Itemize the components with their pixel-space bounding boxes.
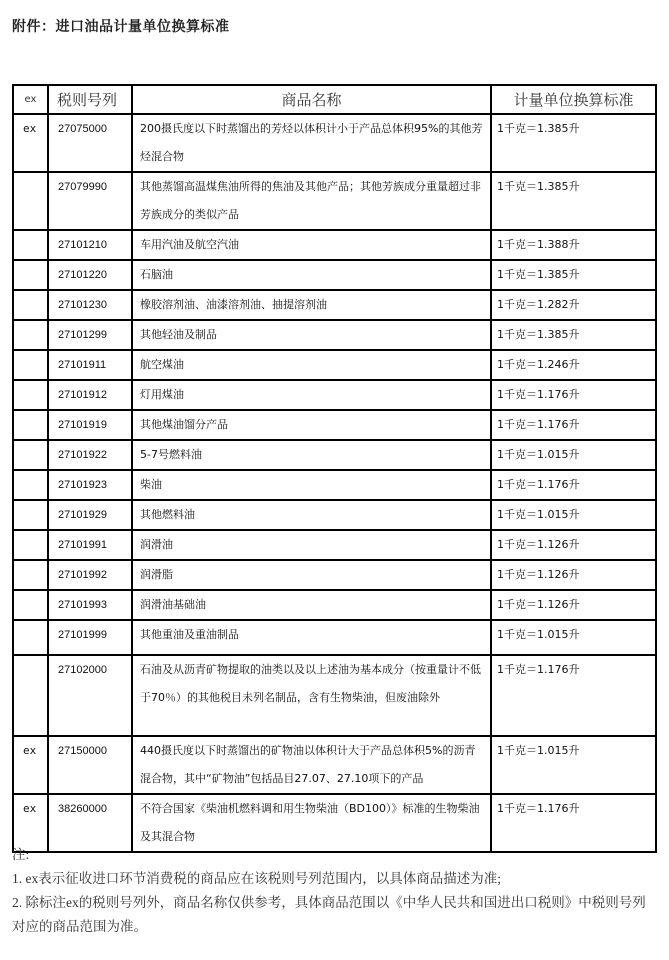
table-row	[13, 172, 656, 230]
cell-tariff-code: 27101912	[48, 380, 132, 410]
cell-product-name: 440摄氏度以下时蒸馏出的矿物油以体积计大于产品总体积5%的沥青混合物，其中“矿物油”包括品目27.07、27.10项下的产品	[132, 736, 491, 794]
cell-tariff-code: 27101911	[48, 350, 132, 380]
cell-product-name: 灯用煤油	[132, 380, 491, 410]
cell-ex	[13, 620, 48, 655]
cell-product-name: 石油及从沥青矿物提取的油类以及以上述油为基本成分（按重量计不低于70％）的其他税目未列名制品，含有生物柴油，但废油除外	[132, 655, 491, 736]
table-row	[13, 440, 656, 470]
cell-product-name: 其他蒸馏高温煤焦油所得的焦油及其他产品；其他芳族成分重量超过非芳族成分的类似产品	[132, 172, 491, 230]
cell-conversion-standard: 1千克＝1.385升	[491, 114, 656, 172]
header-ex: ex	[13, 85, 48, 114]
table-row	[13, 655, 656, 736]
document-title: 附件：进口油品计量单位换算标准	[12, 19, 230, 35]
cell-tariff-code: 27101991	[48, 530, 132, 560]
cell-ex	[13, 172, 48, 230]
cell-conversion-standard: 1千克＝1.015升	[491, 440, 656, 470]
cell-product-name: 其他燃料油	[132, 500, 491, 530]
cell-ex	[13, 410, 48, 440]
cell-conversion-standard: 1千克＝1.176升	[491, 410, 656, 440]
cell-conversion-standard: 1千克＝1.176升	[491, 655, 656, 736]
cell-tariff-code: 27101993	[48, 590, 132, 620]
table-row	[13, 380, 656, 410]
cell-ex	[13, 590, 48, 620]
cell-conversion-standard: 1千克＝1.388升	[491, 230, 656, 260]
header-product-name: 商品名称	[132, 85, 491, 114]
table-row	[13, 590, 656, 620]
cell-product-name: 石脑油	[132, 260, 491, 290]
table-row	[13, 470, 656, 500]
cell-ex	[13, 380, 48, 410]
cell-product-name: 其他重油及重油制品	[132, 620, 491, 655]
table-row	[13, 620, 656, 655]
cell-conversion-standard: 1千克＝1.176升	[491, 794, 656, 852]
cell-ex	[13, 260, 48, 290]
cell-tariff-code: 27079990	[48, 172, 132, 230]
cell-conversion-standard: 1千克＝1.385升	[491, 172, 656, 230]
note-item: 2. 除标注ex的税则号列外，商品名称仅供参考，具体商品范围以《中华人民共和国进出口税则》中税则号列对应的商品范围为准。	[12, 895, 646, 934]
cell-product-name: 其他煤油馏分产品	[132, 410, 491, 440]
table-row	[13, 114, 656, 172]
cell-conversion-standard: 1千克＝1.176升	[491, 470, 656, 500]
cell-ex	[13, 320, 48, 350]
table-row	[13, 500, 656, 530]
cell-product-name: 其他轻油及制品	[132, 320, 491, 350]
cell-conversion-standard: 1千克＝1.282升	[491, 290, 656, 320]
cell-product-name: 5-7号燃料油	[132, 440, 491, 470]
cell-ex	[13, 530, 48, 560]
cell-conversion-standard: 1千克＝1.126升	[491, 530, 656, 560]
cell-product-name: 不符合国家《柴油机燃料调和用生物柴油（BD100）》标准的生物柴油及其混合物	[132, 794, 491, 852]
cell-tariff-code: 27101923	[48, 470, 132, 500]
cell-tariff-code: 27102000	[48, 655, 132, 736]
cell-ex: ex	[13, 794, 48, 852]
cell-tariff-code: 27150000	[48, 736, 132, 794]
header-conversion-standard: 计量单位换算标准	[491, 85, 656, 114]
cell-ex	[13, 230, 48, 260]
cell-tariff-code: 27075000	[48, 114, 132, 172]
cell-product-name: 航空煤油	[132, 350, 491, 380]
table-row	[13, 290, 656, 320]
cell-tariff-code: 27101999	[48, 620, 132, 655]
table-row	[13, 230, 656, 260]
table-header-row	[13, 85, 656, 114]
cell-ex	[13, 350, 48, 380]
cell-ex	[13, 500, 48, 530]
cell-conversion-standard: 1千克＝1.015升	[491, 736, 656, 794]
cell-product-name: 润滑油基础油	[132, 590, 491, 620]
notes-heading: 注:	[12, 847, 30, 862]
header-tariff-code: 税则号列	[48, 85, 132, 114]
note-item: 1. ex表示征收进口环节消费税的商品应在该税则号列范围内，以具体商品描述为准;	[12, 871, 501, 886]
conversion-standards-table	[12, 84, 657, 853]
cell-ex	[13, 560, 48, 590]
cell-tariff-code: 27101922	[48, 440, 132, 470]
cell-ex	[13, 655, 48, 736]
cell-product-name: 润滑油	[132, 530, 491, 560]
cell-product-name: 润滑脂	[132, 560, 491, 590]
cell-product-name: 橡胶溶剂油、油漆溶剂油、抽提溶剂油	[132, 290, 491, 320]
cell-tariff-code: 27101919	[48, 410, 132, 440]
cell-ex: ex	[13, 114, 48, 172]
table-row	[13, 260, 656, 290]
cell-conversion-standard: 1千克＝1.385升	[491, 260, 656, 290]
cell-tariff-code: 27101929	[48, 500, 132, 530]
table-row	[13, 410, 656, 440]
cell-conversion-standard: 1千克＝1.126升	[491, 590, 656, 620]
cell-conversion-standard: 1千克＝1.126升	[491, 560, 656, 590]
cell-ex: ex	[13, 736, 48, 794]
cell-ex	[13, 470, 48, 500]
cell-conversion-standard: 1千克＝1.015升	[491, 620, 656, 655]
table-row	[13, 736, 656, 794]
cell-conversion-standard: 1千克＝1.246升	[491, 350, 656, 380]
cell-ex	[13, 440, 48, 470]
table-row	[13, 530, 656, 560]
cell-tariff-code: 27101230	[48, 290, 132, 320]
cell-tariff-code: 27101299	[48, 320, 132, 350]
cell-product-name: 柴油	[132, 470, 491, 500]
cell-tariff-code: 27101220	[48, 260, 132, 290]
cell-tariff-code: 27101210	[48, 230, 132, 260]
notes-section	[12, 843, 657, 939]
table-row	[13, 560, 656, 590]
cell-conversion-standard: 1千克＝1.385升	[491, 320, 656, 350]
table-row	[13, 320, 656, 350]
table-row	[13, 350, 656, 380]
cell-product-name: 车用汽油及航空汽油	[132, 230, 491, 260]
cell-tariff-code: 27101992	[48, 560, 132, 590]
cell-ex	[13, 290, 48, 320]
cell-conversion-standard: 1千克＝1.015升	[491, 500, 656, 530]
cell-tariff-code: 38260000	[48, 794, 132, 852]
cell-product-name: 200摄氏度以下时蒸馏出的芳烃以体积计小于产品总体积95%的其他芳烃混合物	[132, 114, 491, 172]
cell-conversion-standard: 1千克＝1.176升	[491, 380, 656, 410]
